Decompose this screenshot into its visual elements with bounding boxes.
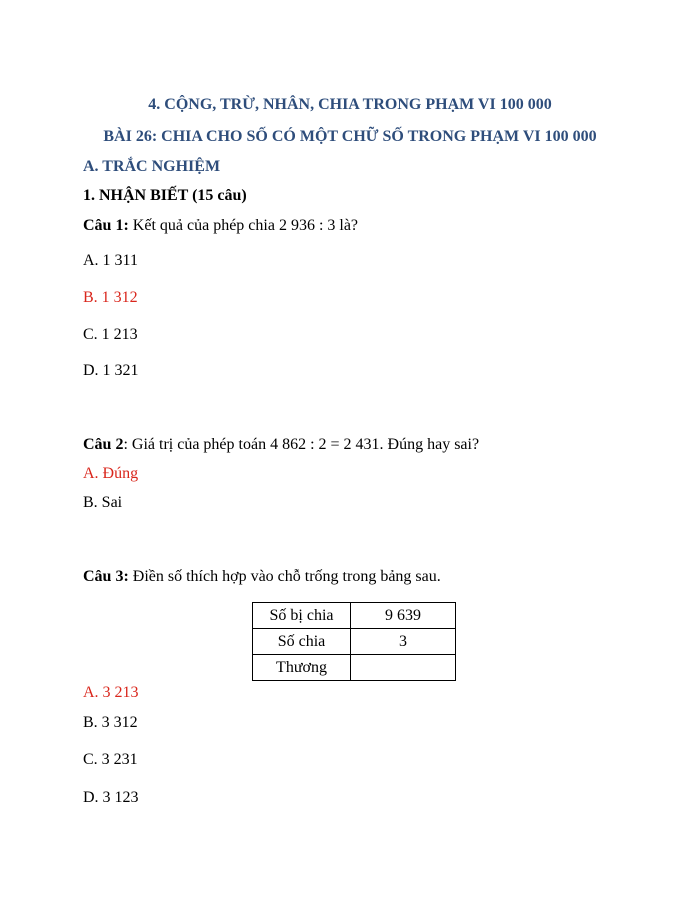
lesson-title: BÀI 26: CHIA CHO SỐ CÓ MỘT CHỮ SỐ TRONG PHẠM VI 100 000 [103,128,597,145]
question-2-label: Câu 2 [83,436,124,453]
table-row [253,603,456,629]
chapter-title: 4. CỘNG, TRỪ, NHÂN, CHIA TRONG PHẠM VI 100 000 [148,96,552,113]
q1-option-a: A. 1 311 [83,252,138,269]
division-table [252,602,456,681]
question-3 [83,567,441,587]
table-row [253,629,456,655]
subsection-title: 1. NHẬN BIẾT (15 câu) [83,187,247,204]
q2-option-b: B. Sai [83,494,123,511]
table-cell: Thương [253,655,351,681]
question-1 [83,216,358,236]
q1-option-c: C. 1 213 [83,326,138,343]
question-1-text: Kết quả của phép chia 2 936 : 3 là? [128,217,359,234]
question-2-text: : Giá trị của phép toán 4 862 : 2 = 2 431. Đúng hay sai? [123,436,480,453]
q3-option-c: C. 3 231 [83,751,138,768]
question-1-label: Câu 1: [83,217,129,234]
table-cell: 9 639 [351,603,456,629]
table-cell: Số bị chia [253,603,351,629]
q1-option-d: D. 1 321 [83,362,139,379]
question-3-label: Câu 3: [83,568,129,585]
q2-option-a: A. Đúng [83,465,139,482]
table-row [253,655,456,681]
section-title: A. TRẮC NGHIỆM [83,158,221,175]
table-cell-empty [351,655,456,681]
q3-option-b: B. 3 312 [83,714,138,731]
q3-option-d: D. 3 123 [83,789,139,806]
table-cell: 3 [351,629,456,655]
q1-option-b: B. 1 312 [83,289,138,306]
table-cell: Số chia [253,629,351,655]
question-3-text: Điền số thích hợp vào chỗ trống trong bảng sau. [128,568,441,585]
question-2 [83,435,479,455]
q3-option-a: A. 3 213 [83,684,139,701]
